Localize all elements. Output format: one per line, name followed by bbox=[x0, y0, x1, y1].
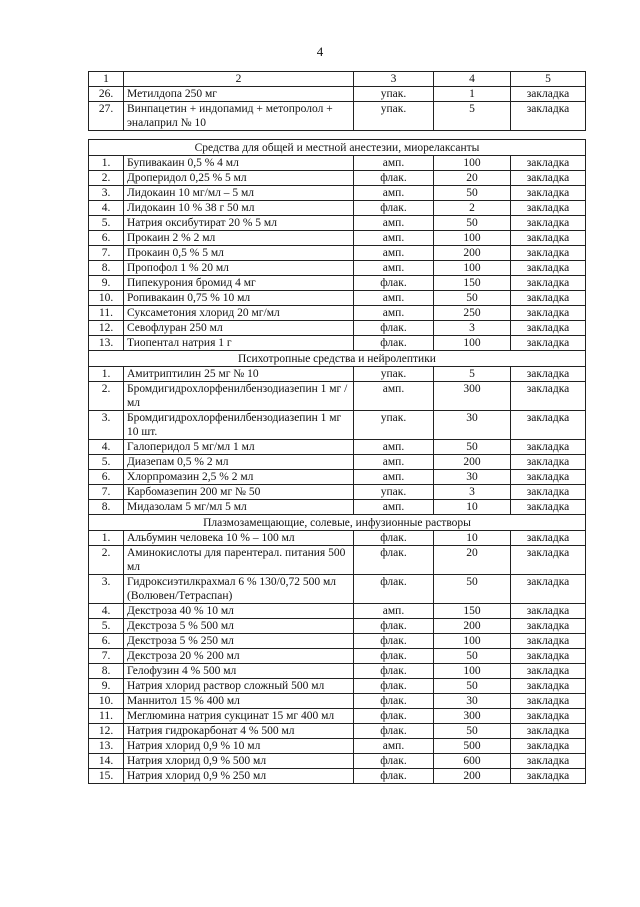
drug-table bbox=[88, 71, 586, 784]
row-number: 9. bbox=[89, 276, 124, 291]
unit-cell: амп. bbox=[354, 231, 434, 246]
header-col-1: 1 bbox=[89, 72, 124, 87]
quantity-cell: 50 bbox=[434, 216, 511, 231]
row-number: 4. bbox=[89, 604, 124, 619]
table-row bbox=[89, 231, 586, 246]
table-row bbox=[89, 649, 586, 664]
unit-cell: флак. bbox=[354, 709, 434, 724]
row-number: 1. bbox=[89, 156, 124, 171]
unit-cell: упак. bbox=[354, 411, 434, 440]
table-row bbox=[89, 171, 586, 186]
section-row bbox=[89, 351, 586, 367]
drug-name: Декстроза 5 % 250 мл bbox=[124, 634, 354, 649]
drug-name: Натрия хлорид 0,9 % 10 мл bbox=[124, 739, 354, 754]
quantity-cell: 30 bbox=[434, 470, 511, 485]
section-title: Плазмозамещающие, солевые, инфузионные растворы bbox=[89, 515, 586, 531]
header-row bbox=[89, 72, 586, 87]
quantity-cell: 100 bbox=[434, 231, 511, 246]
row-number: 3. bbox=[89, 411, 124, 440]
unit-cell: амп. bbox=[354, 470, 434, 485]
section-title: Психотропные средства и нейролептики bbox=[89, 351, 586, 367]
quantity-cell: 200 bbox=[434, 619, 511, 634]
drug-name: Альбумин человека 10 % – 100 мл bbox=[124, 531, 354, 546]
drug-name: Натрия оксибутират 20 % 5 мл bbox=[124, 216, 354, 231]
table-row bbox=[89, 455, 586, 470]
row-number: 9. bbox=[89, 679, 124, 694]
quantity-cell: 50 bbox=[434, 291, 511, 306]
row-number: 4. bbox=[89, 201, 124, 216]
unit-cell: амп. bbox=[354, 216, 434, 231]
note-cell: закладка bbox=[511, 604, 586, 619]
unit-cell: амп. bbox=[354, 186, 434, 201]
quantity-cell: 100 bbox=[434, 634, 511, 649]
unit-cell: упак. bbox=[354, 102, 434, 131]
table-row bbox=[89, 291, 586, 306]
note-cell: закладка bbox=[511, 87, 586, 102]
row-number: 11. bbox=[89, 306, 124, 321]
row-number: 5. bbox=[89, 455, 124, 470]
row-number: 12. bbox=[89, 724, 124, 739]
quantity-cell: 500 bbox=[434, 739, 511, 754]
unit-cell: флак. bbox=[354, 724, 434, 739]
row-number: 2. bbox=[89, 171, 124, 186]
note-cell: закладка bbox=[511, 156, 586, 171]
row-number: 7. bbox=[89, 649, 124, 664]
unit-cell: амп. bbox=[354, 261, 434, 276]
quantity-cell: 100 bbox=[434, 336, 511, 351]
drug-name: Лидокаин 10 % 38 г 50 мл bbox=[124, 201, 354, 216]
row-number: 27. bbox=[89, 102, 124, 131]
table-row bbox=[89, 769, 586, 784]
note-cell: закладка bbox=[511, 664, 586, 679]
note-cell: закладка bbox=[511, 724, 586, 739]
table-row bbox=[89, 546, 586, 575]
note-cell: закладка bbox=[511, 216, 586, 231]
note-cell: закладка bbox=[511, 276, 586, 291]
table-row bbox=[89, 619, 586, 634]
note-cell: закладка bbox=[511, 709, 586, 724]
note-cell: закладка bbox=[511, 546, 586, 575]
quantity-cell: 300 bbox=[434, 382, 511, 411]
drug-name: Маннитол 15 % 400 мл bbox=[124, 694, 354, 709]
unit-cell: амп. bbox=[354, 455, 434, 470]
drug-table-body bbox=[89, 72, 586, 784]
note-cell: закладка bbox=[511, 186, 586, 201]
table-row bbox=[89, 694, 586, 709]
quantity-cell: 10 bbox=[434, 531, 511, 546]
unit-cell: амп. bbox=[354, 291, 434, 306]
note-cell: закладка bbox=[511, 306, 586, 321]
drug-name: Карбомазепин 200 мг № 50 bbox=[124, 485, 354, 500]
unit-cell: флак. bbox=[354, 619, 434, 634]
drug-name: Бромдигидрохлорфенилбензодиазепин 1 мг 10 шт. bbox=[124, 411, 354, 440]
row-number: 3. bbox=[89, 575, 124, 604]
quantity-cell: 250 bbox=[434, 306, 511, 321]
row-number: 6. bbox=[89, 231, 124, 246]
quantity-cell: 50 bbox=[434, 649, 511, 664]
drug-name: Тиопентал натрия 1 г bbox=[124, 336, 354, 351]
note-cell: закладка bbox=[511, 411, 586, 440]
unit-cell: флак. bbox=[354, 531, 434, 546]
quantity-cell: 100 bbox=[434, 261, 511, 276]
unit-cell: амп. bbox=[354, 500, 434, 515]
drug-name: Меглюмина натрия сукцинат 15 мг 400 мл bbox=[124, 709, 354, 724]
table-row bbox=[89, 321, 586, 336]
quantity-cell: 200 bbox=[434, 769, 511, 784]
note-cell: закладка bbox=[511, 261, 586, 276]
table-row bbox=[89, 382, 586, 411]
table-row bbox=[89, 306, 586, 321]
table-row bbox=[89, 500, 586, 515]
drug-name: Суксаметония хлорид 20 мг/мл bbox=[124, 306, 354, 321]
section-title: Средства для общей и местной анестезии, миорелаксанты bbox=[89, 140, 586, 156]
row-number: 11. bbox=[89, 709, 124, 724]
drug-name: Ропивакаин 0,75 % 10 мл bbox=[124, 291, 354, 306]
unit-cell: флак. bbox=[354, 694, 434, 709]
section-row bbox=[89, 140, 586, 156]
row-number: 14. bbox=[89, 754, 124, 769]
table-row bbox=[89, 411, 586, 440]
unit-cell: флак. bbox=[354, 769, 434, 784]
table-row bbox=[89, 724, 586, 739]
table-row bbox=[89, 754, 586, 769]
table-row bbox=[89, 575, 586, 604]
unit-cell: амп. bbox=[354, 440, 434, 455]
header-col-5: 5 bbox=[511, 72, 586, 87]
drug-name: Мидазолам 5 мг/мл 5 мл bbox=[124, 500, 354, 515]
drug-name: Галоперидол 5 мг/мл 1 мл bbox=[124, 440, 354, 455]
drug-name: Прокаин 2 % 2 мл bbox=[124, 231, 354, 246]
section-row bbox=[89, 515, 586, 531]
spacer-cell bbox=[511, 131, 586, 140]
quantity-cell: 2 bbox=[434, 201, 511, 216]
row-number: 13. bbox=[89, 336, 124, 351]
table-row bbox=[89, 156, 586, 171]
unit-cell: флак. bbox=[354, 679, 434, 694]
quantity-cell: 50 bbox=[434, 724, 511, 739]
row-number: 5. bbox=[89, 619, 124, 634]
note-cell: закладка bbox=[511, 769, 586, 784]
note-cell: закладка bbox=[511, 455, 586, 470]
quantity-cell: 600 bbox=[434, 754, 511, 769]
quantity-cell: 300 bbox=[434, 709, 511, 724]
note-cell: закладка bbox=[511, 201, 586, 216]
drug-name: Пипекурония бромид 4 мг bbox=[124, 276, 354, 291]
quantity-cell: 150 bbox=[434, 604, 511, 619]
note-cell: закладка bbox=[511, 575, 586, 604]
row-number: 2. bbox=[89, 382, 124, 411]
drug-name: Лидокаин 10 мг/мл – 5 мл bbox=[124, 186, 354, 201]
drug-name: Натрия гидрокарбонат 4 % 500 мл bbox=[124, 724, 354, 739]
row-number: 7. bbox=[89, 485, 124, 500]
row-number: 12. bbox=[89, 321, 124, 336]
drug-name: Винпацетин + индопамид + метопролол + эналаприл № 10 bbox=[124, 102, 354, 131]
note-cell: закладка bbox=[511, 231, 586, 246]
header-col-2: 2 bbox=[124, 72, 354, 87]
drug-name: Бромдигидрохлорфенилбензодиазепин 1 мг /мл bbox=[124, 382, 354, 411]
note-cell: закладка bbox=[511, 739, 586, 754]
note-cell: закладка bbox=[511, 291, 586, 306]
table-row bbox=[89, 664, 586, 679]
unit-cell: флак. bbox=[354, 649, 434, 664]
quantity-cell: 200 bbox=[434, 246, 511, 261]
table-row bbox=[89, 102, 586, 131]
note-cell: закладка bbox=[511, 171, 586, 186]
note-cell: закладка bbox=[511, 619, 586, 634]
spacer-cell bbox=[89, 131, 124, 140]
note-cell: закладка bbox=[511, 694, 586, 709]
table-row bbox=[89, 261, 586, 276]
unit-cell: амп. bbox=[354, 604, 434, 619]
quantity-cell: 150 bbox=[434, 276, 511, 291]
table-row bbox=[89, 367, 586, 382]
quantity-cell: 5 bbox=[434, 102, 511, 131]
unit-cell: флак. bbox=[354, 201, 434, 216]
quantity-cell: 50 bbox=[434, 679, 511, 694]
row-number: 7. bbox=[89, 246, 124, 261]
drug-name: Натрия хлорид 0,9 % 500 мл bbox=[124, 754, 354, 769]
note-cell: закладка bbox=[511, 246, 586, 261]
quantity-cell: 3 bbox=[434, 321, 511, 336]
row-number: 1. bbox=[89, 531, 124, 546]
row-number: 10. bbox=[89, 694, 124, 709]
quantity-cell: 10 bbox=[434, 500, 511, 515]
table-row bbox=[89, 679, 586, 694]
drug-name: Севофлуран 250 мл bbox=[124, 321, 354, 336]
drug-name: Декстроза 5 % 500 мл bbox=[124, 619, 354, 634]
quantity-cell: 20 bbox=[434, 546, 511, 575]
row-number: 6. bbox=[89, 634, 124, 649]
drug-name: Бупивакаин 0,5 % 4 мл bbox=[124, 156, 354, 171]
note-cell: закладка bbox=[511, 500, 586, 515]
header-col-4: 4 bbox=[434, 72, 511, 87]
note-cell: закладка bbox=[511, 485, 586, 500]
note-cell: закладка bbox=[511, 531, 586, 546]
unit-cell: амп. bbox=[354, 739, 434, 754]
table-row bbox=[89, 216, 586, 231]
unit-cell: амп. bbox=[354, 306, 434, 321]
unit-cell: упак. bbox=[354, 485, 434, 500]
table-row bbox=[89, 531, 586, 546]
header-col-3: 3 bbox=[354, 72, 434, 87]
unit-cell: флак. bbox=[354, 575, 434, 604]
row-number: 6. bbox=[89, 470, 124, 485]
note-cell: закладка bbox=[511, 470, 586, 485]
row-number: 10. bbox=[89, 291, 124, 306]
quantity-cell: 50 bbox=[434, 440, 511, 455]
table-row bbox=[89, 604, 586, 619]
table-row bbox=[89, 87, 586, 102]
drug-name: Диазепам 0,5 % 2 мл bbox=[124, 455, 354, 470]
table-row bbox=[89, 440, 586, 455]
quantity-cell: 50 bbox=[434, 575, 511, 604]
row-number: 13. bbox=[89, 739, 124, 754]
quantity-cell: 200 bbox=[434, 455, 511, 470]
drug-name: Амитриптилин 25 мг № 10 bbox=[124, 367, 354, 382]
row-number: 5. bbox=[89, 216, 124, 231]
drug-name: Метилдопа 250 мг bbox=[124, 87, 354, 102]
note-cell: закладка bbox=[511, 754, 586, 769]
note-cell: закладка bbox=[511, 336, 586, 351]
unit-cell: упак. bbox=[354, 87, 434, 102]
table-row bbox=[89, 186, 586, 201]
note-cell: закладка bbox=[511, 382, 586, 411]
drug-name: Хлорпромазин 2,5 % 2 мл bbox=[124, 470, 354, 485]
unit-cell: флак. bbox=[354, 171, 434, 186]
unit-cell: амп. bbox=[354, 156, 434, 171]
spacer-cell bbox=[354, 131, 434, 140]
spacer-cell bbox=[434, 131, 511, 140]
drug-name: Дроперидол 0,25 % 5 мл bbox=[124, 171, 354, 186]
quantity-cell: 50 bbox=[434, 186, 511, 201]
unit-cell: упак. bbox=[354, 367, 434, 382]
spacer-row bbox=[89, 131, 586, 140]
spacer-cell bbox=[124, 131, 354, 140]
row-number: 4. bbox=[89, 440, 124, 455]
unit-cell: флак. bbox=[354, 336, 434, 351]
note-cell: закладка bbox=[511, 679, 586, 694]
note-cell: закладка bbox=[511, 321, 586, 336]
drug-name: Декстроза 40 % 10 мл bbox=[124, 604, 354, 619]
row-number: 8. bbox=[89, 261, 124, 276]
drug-name: Натрия хлорид 0,9 % 250 мл bbox=[124, 769, 354, 784]
table-row bbox=[89, 739, 586, 754]
row-number: 1. bbox=[89, 367, 124, 382]
table-row bbox=[89, 485, 586, 500]
note-cell: закладка bbox=[511, 367, 586, 382]
row-number: 2. bbox=[89, 546, 124, 575]
quantity-cell: 5 bbox=[434, 367, 511, 382]
note-cell: закладка bbox=[511, 649, 586, 664]
table-row bbox=[89, 336, 586, 351]
quantity-cell: 30 bbox=[434, 411, 511, 440]
drug-name: Гидроксиэтилкрахмал 6 % 130/0,72 500 мл (Волювен/Тетраспан) bbox=[124, 575, 354, 604]
drug-name: Прокаин 0,5 % 5 мл bbox=[124, 246, 354, 261]
row-number: 8. bbox=[89, 500, 124, 515]
drug-name: Гелофузин 4 % 500 мл bbox=[124, 664, 354, 679]
row-number: 3. bbox=[89, 186, 124, 201]
row-number: 15. bbox=[89, 769, 124, 784]
unit-cell: флак. bbox=[354, 276, 434, 291]
note-cell: закладка bbox=[511, 102, 586, 131]
row-number: 26. bbox=[89, 87, 124, 102]
drug-name: Пропофол 1 % 20 мл bbox=[124, 261, 354, 276]
table-row bbox=[89, 470, 586, 485]
quantity-cell: 100 bbox=[434, 156, 511, 171]
table-row bbox=[89, 709, 586, 724]
drug-name: Натрия хлорид раствор сложный 500 мл bbox=[124, 679, 354, 694]
table-row bbox=[89, 246, 586, 261]
table-row bbox=[89, 276, 586, 291]
table-row bbox=[89, 634, 586, 649]
quantity-cell: 3 bbox=[434, 485, 511, 500]
drug-name: Декстроза 20 % 200 мл bbox=[124, 649, 354, 664]
unit-cell: флак. bbox=[354, 321, 434, 336]
unit-cell: флак. bbox=[354, 546, 434, 575]
unit-cell: амп. bbox=[354, 382, 434, 411]
drug-name: Аминокислоты для парентерал. питания 500 мл bbox=[124, 546, 354, 575]
unit-cell: амп. bbox=[354, 246, 434, 261]
quantity-cell: 100 bbox=[434, 664, 511, 679]
unit-cell: флак. bbox=[354, 634, 434, 649]
note-cell: закладка bbox=[511, 440, 586, 455]
quantity-cell: 30 bbox=[434, 694, 511, 709]
unit-cell: флак. bbox=[354, 664, 434, 679]
quantity-cell: 1 bbox=[434, 87, 511, 102]
note-cell: закладка bbox=[511, 634, 586, 649]
row-number: 8. bbox=[89, 664, 124, 679]
unit-cell: флак. bbox=[354, 754, 434, 769]
page-number: 4 bbox=[316, 44, 324, 59]
table-row bbox=[89, 201, 586, 216]
quantity-cell: 20 bbox=[434, 171, 511, 186]
